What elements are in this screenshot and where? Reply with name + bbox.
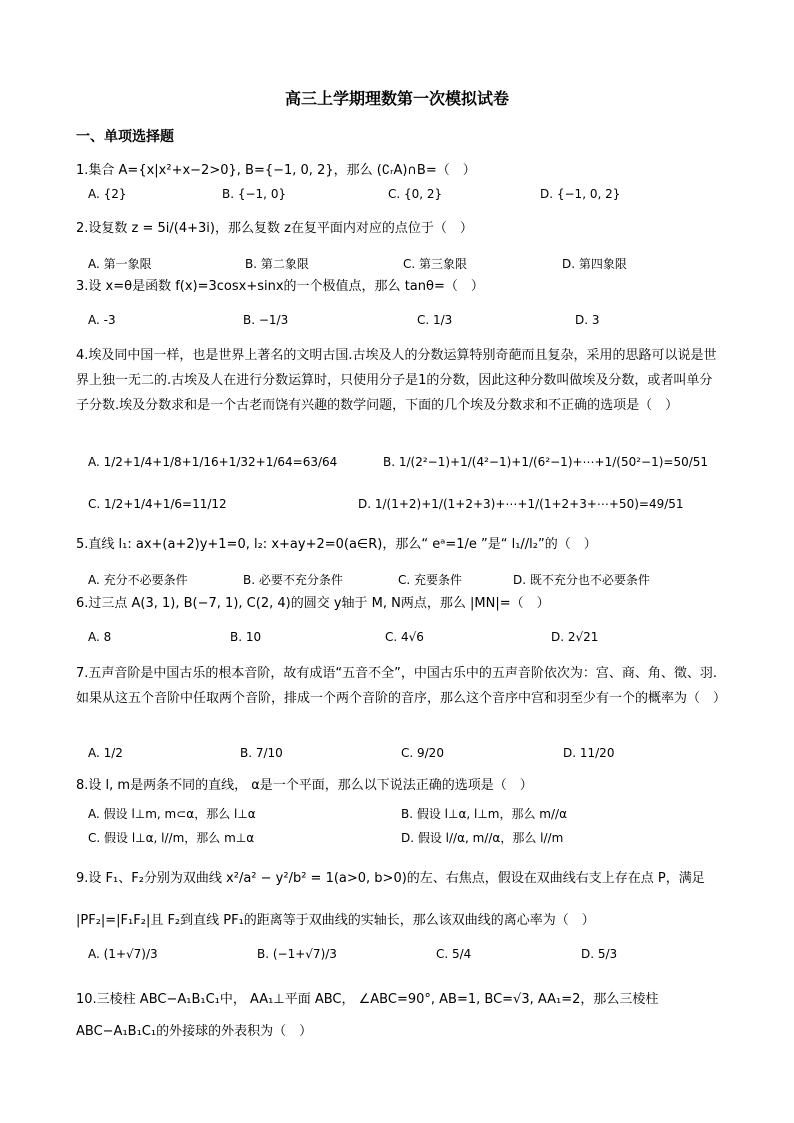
question-6-option-b: B. 10 [230, 630, 262, 644]
question-8-option-b: B. 假设 l⊥α, l⊥m，那么 m//α [401, 807, 567, 821]
question-8-option-a: A. 假设 l⊥m, m⊂α，那么 l⊥α [88, 807, 256, 821]
question-8-option-d: D. 假设 l//α, m//α，那么 l//m [401, 831, 564, 845]
section-heading: 一、单项选择题 [76, 129, 174, 145]
question-2-option-b: B. 第二象限 [245, 257, 309, 271]
question-1-option-c: C. {0, 2} [388, 187, 443, 201]
question-8-option-c: C. 假设 l⊥α, l//m，那么 m⊥α [88, 831, 255, 845]
question-4-stem: 4.埃及同中国一样，也是世界上著名的文明古国.古埃及人的分数运算特别奇葩而且复杂，采用的思路可以说是世界上独一无二的.古埃及人在进行分数运算时，只使用分子是1的分数，因此这种分数叫做埃及分数，或者叫单分子分数.埃及分数求和是一个古老而饶有兴趣的数学问题，下面的几个埃及分数求和不正确的选项是（ ） [76, 348, 717, 413]
question-7-stem: 7.五声音阶是中国古乐的根本音阶，故有成语“五音不全”，中国古乐中的五声音阶依次为：宫、商、角、徵、羽.如果从这五个音阶中任取两个音阶，排成一个两个音阶的音序，那么这个音序中宫和羽至少有一个的概率为（ ） [76, 666, 727, 706]
question-5-option-b: B. 必要不充分条件 [243, 573, 343, 587]
question-6-option-c: C. 4√6 [385, 630, 424, 644]
question-6-option-a: A. 8 [88, 630, 112, 644]
question-6-option-d: D. 2√21 [551, 630, 599, 644]
question-2-option-a: A. 第一象限 [88, 257, 152, 271]
question-3-option-c: C. 1/3 [417, 313, 453, 327]
question-9-option-c: C. 5/4 [436, 947, 472, 961]
question-5-option-d: D. 既不充分也不必要条件 [513, 573, 650, 587]
question-5-option-c: C. 充要条件 [398, 573, 463, 587]
question-4-option-c: C. 1/2+1/4+1/6=11/12 [88, 497, 227, 511]
question-3-option-d: D. 3 [575, 313, 600, 327]
question-2-option-c: C. 第三象限 [403, 257, 468, 271]
question-4-option-d: D. 1/(1+2)+1/(1+2+3)+⋯+1/(1+2+3+⋯+50)=49/51 [358, 497, 684, 511]
question-1-option-b: B. {−1, 0} [222, 187, 287, 201]
question-3-stem: 3.设 x=θ是函数 f(x)=3cosx+sinx的一个极值点，那么 tanθ=（ ） [76, 279, 484, 294]
question-3-option-a: A. -3 [88, 313, 116, 327]
question-9-stem: 9.设 F₁、F₂分别为双曲线 x²/a² − y²/b² = 1(a>0, b>0)的左、右焦点，假设在双曲线右支上存在点 P，满足 |PF₂|=|F₁F₂|且 F₂到直线 PF₁的距离等于双曲线的实轴长，那么该双曲线的离心率为（ ） [76, 871, 705, 928]
question-7-option-c: C. 9/20 [401, 746, 444, 760]
question-8-stem: 8.设 l, m是两条不同的直线， α是一个平面，那么以下说法正确的选项是（ ） [76, 778, 533, 793]
question-5-stem: 5.直线 l₁: ax+(a+2)y+1=0, l₂: x+ay+2=0(a∈R)，那么“ eᵃ=1/e ”是“ l₁//l₂”的（ ） [76, 537, 597, 552]
question-7-option-b: B. 7/10 [240, 746, 283, 760]
question-4-option-b: B. 1/(2²−1)+1/(4²−1)+1/(6²−1)+⋯+1/(50²−1)=50/51 [383, 455, 709, 469]
question-2-stem: 2.设复数 z = 5i/(4+3i)，那么复数 z在复平面内对应的点位于（ ） [76, 221, 473, 236]
question-3-option-b: B. −1/3 [243, 313, 289, 327]
question-6-stem: 6.过三点 A(3, 1), B(−7, 1), C(2, 4)的圆交 y轴于 M, N两点，那么 |MN|=（ ） [76, 596, 550, 611]
question-1-option-d: D. {−1, 0, 2} [540, 187, 621, 201]
question-10-stem: 10.三棱柱 ABC−A₁B₁C₁中， AA₁⊥平面 ABC， ∠ABC=90°, AB=1, BC=√3, AA₁=2，那么三棱柱 ABC−A₁B₁C₁的外接球的外表积为（ ） [76, 992, 659, 1039]
question-5-option-a: A. 充分不必要条件 [88, 573, 188, 587]
question-7-option-a: A. 1/2 [88, 746, 123, 760]
question-9-option-a: A. (1+√7)/3 [88, 947, 158, 961]
exam-title: 高三上学期理数第一次模拟试卷 [284, 89, 509, 108]
question-9-option-d: D. 5/3 [581, 947, 618, 961]
question-1-stem: 1.集合 A={x|x²+x−2>0}, B={−1, 0, 2}，那么 (∁ᵣA)∩B=（ ） [76, 163, 476, 178]
question-7-option-d: D. 11/20 [563, 746, 615, 760]
question-2-option-d: D. 第四象限 [562, 257, 627, 271]
question-9-option-b: B. (−1+√7)/3 [257, 947, 337, 961]
question-4-option-a: A. 1/2+1/4+1/8+1/16+1/32+1/64=63/64 [88, 455, 338, 469]
question-1-option-a: A. {2} [88, 187, 127, 201]
